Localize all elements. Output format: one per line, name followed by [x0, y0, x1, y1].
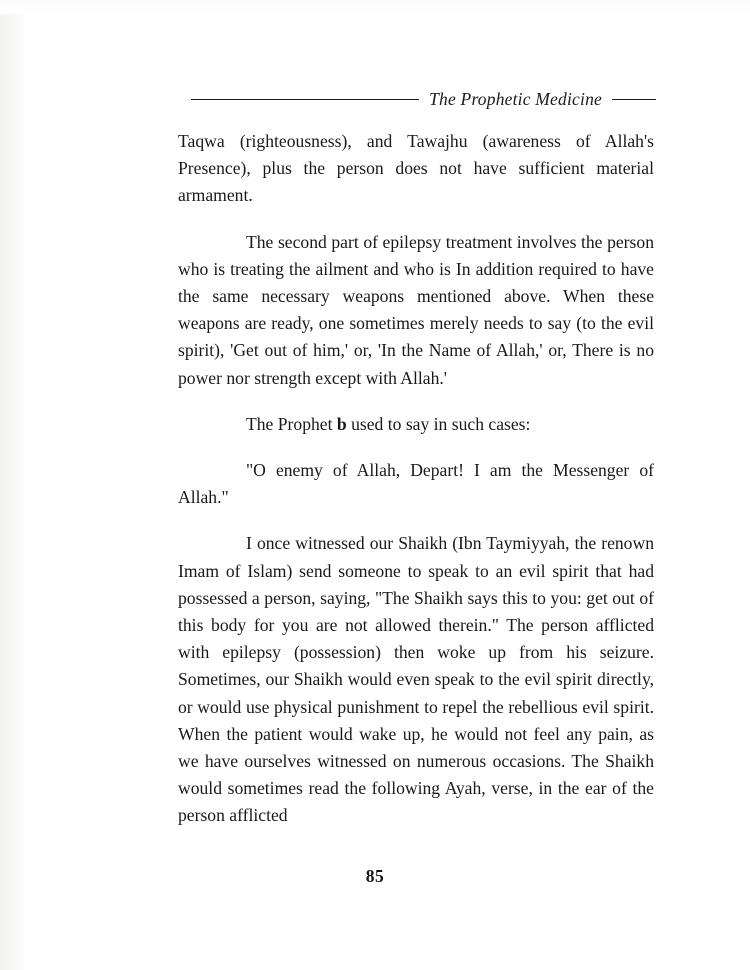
page-body-text [178, 128, 654, 830]
paragraph-quotation: "O enemy of Allah, Depart! I am the Messenger of Allah." [178, 460, 654, 508]
page-number: 85 [365, 866, 385, 886]
header-rule-left [191, 99, 419, 100]
paragraph-second-part-epilepsy: The second part of epilepsy treatment involves the person who is treating the ailment and who is In addition required to have the same necessary weapons mentioned above. When these weapons are ready, one sometimes merely needs to say (to the evil spirit), 'Get out of him,' or, 'In the Name of Allah,' or, There is no power nor strength except with Allah.' [178, 231, 654, 388]
running-header-title: The Prophetic Medicine [429, 88, 602, 109]
prophet-phrase-suffix: used to say in such cases: [346, 413, 531, 434]
paragraph-taqwa: Taqwa (righteousness), and Tawajhu (awareness of Allah's Presence), plus the person does not have sufficient material armament. [178, 131, 654, 206]
header-rule-right [612, 99, 656, 100]
sallallahu-alayhi-wasallam-mark: b [336, 413, 347, 434]
running-header [178, 86, 656, 112]
prophet-phrase-prefix: The Prophet [246, 413, 337, 434]
scan-edge-shadow-top [0, 0, 750, 14]
paragraph-shaikh-witness: I once witnessed our Shaikh (Ibn Taymiyyah, the renown Imam of Islam) send someone to speak to an evil spirit that had possessed a person, saying, "The Shaikh says this to you: get out of this body for you are not allowed therein." The person afflicted with epilepsy (possession) then woke up from his seizure. Sometimes, our Shaikh would even speak to the evil spirit directly, or would use physical punishment to repel the rebellious evil spirit. When the patient would wake up, he would not feel any pain, as we have ourselves witnessed on numerous occasions. The Shaikh would sometimes read the following Ayah, verse, in the ear of the person afflicted [178, 533, 654, 826]
paragraph-prophet-used-to-say [178, 411, 654, 438]
scan-edge-shadow-left [0, 0, 26, 970]
